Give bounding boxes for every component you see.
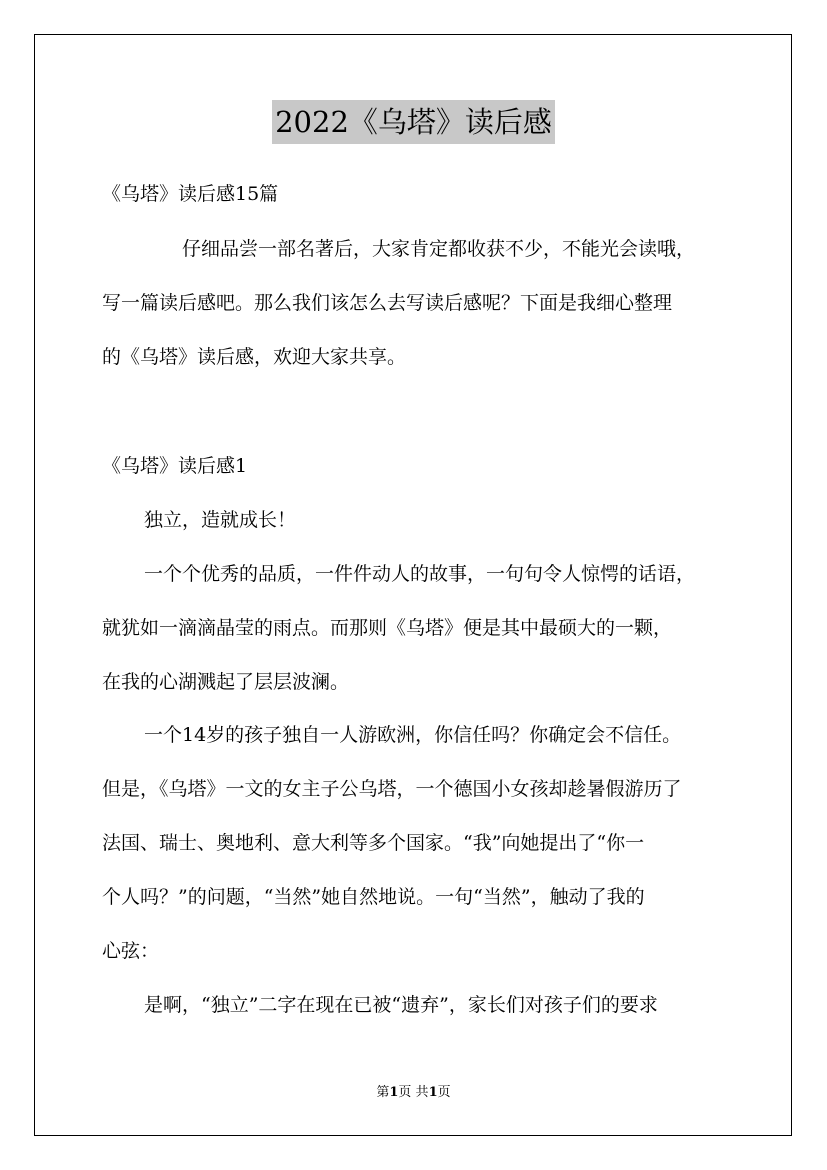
- document-subtitle: 《乌塔》读后感15篇: [102, 183, 279, 205]
- intro-line: 写一篇读后感吧。那么我们该怎么去写读后感呢？下面是我细心整理: [102, 292, 673, 314]
- title-container: [0, 100, 827, 144]
- page-footer: [0, 1084, 827, 1102]
- intro-line: 的《乌塔》读后感，欢迎大家共享。: [102, 346, 407, 368]
- body-line: 但是，《乌塔》一文的女主子公乌塔，一个德国小女孩却趁暑假游历了: [102, 778, 682, 800]
- section-heading: 《乌塔》读后感1: [102, 455, 248, 477]
- body-line: 就犹如一滴滴晶莹的雨点。而那则《乌塔》便是其中最硕大的一颗，: [102, 617, 673, 639]
- body-line: 在我的心湖溅起了层层波澜。: [102, 671, 350, 693]
- body-line: 法国、瑞士、奥地利、意大利等多个国家。“我”向她提出了“你一: [102, 832, 645, 854]
- footer-mid: 页 共: [398, 1085, 429, 1100]
- footer-prefix: 第: [376, 1085, 390, 1100]
- body-line: 个人吗？”的问题，“当然”她自然地说。一句“当然”，触动了我的: [102, 886, 645, 908]
- intro-line: 仔细品尝一部名著后，大家肯定都收获不少，不能光会读哦，: [182, 238, 696, 260]
- footer-page-number: 1: [389, 1085, 399, 1100]
- body-line: 一个14岁的孩子独自一人游欧洲，你信任吗？你确定会不信任。: [144, 724, 682, 746]
- body-line: 一个个优秀的品质，一件件动人的故事，一句句令人惊愕的话语，: [144, 563, 696, 585]
- body-line: 是啊，“独立”二字在现在已被“遗弃”，家长们对孩子们的要求: [144, 994, 658, 1016]
- body-line: 独立，造就成长！: [144, 509, 297, 531]
- body-line: 心弦：: [102, 940, 160, 962]
- document-title: 2022《乌塔》读后感: [272, 100, 555, 144]
- footer-suffix: 页: [437, 1085, 451, 1100]
- footer-page-total: 1: [428, 1085, 438, 1100]
